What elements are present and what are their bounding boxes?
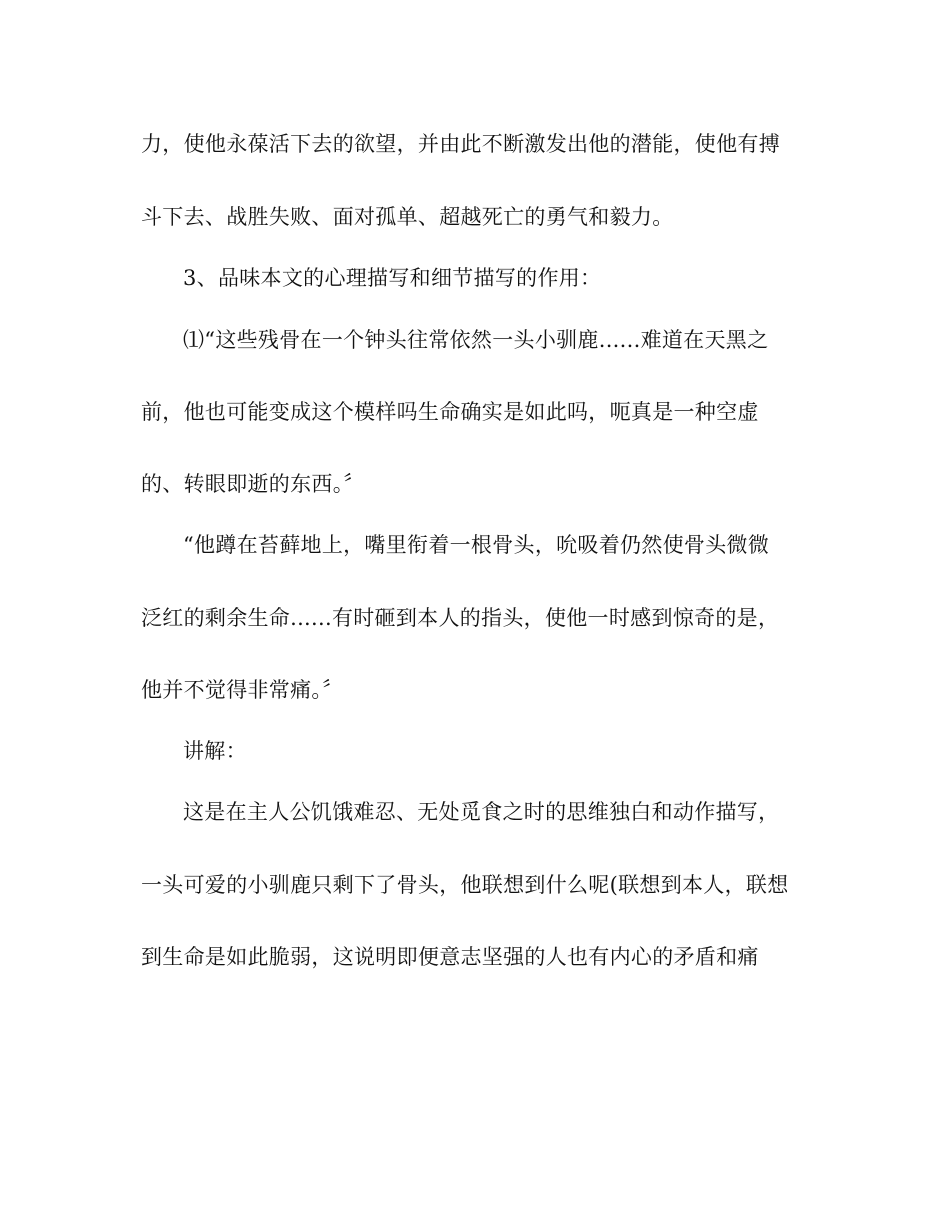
text-line: 斗下去、战胜失败、面对孤单、超越死亡的勇气和毅力。	[141, 205, 674, 229]
explanation-heading: 讲解：	[183, 739, 247, 763]
text-line: 前，他也可能变成这个模样吗生命确实是如此吗，呃真是一种空虚	[141, 400, 759, 424]
text-line: ⑴“这些残骨在一个钟头往常依然一头小驯鹿......难道在天黑之	[183, 328, 769, 352]
text-line: 到生命是如此脆弱，这说明即便意志坚强的人也有内心的矛盾和痛	[141, 945, 759, 969]
text-line: 他并不觉得非常痛。〞	[141, 678, 344, 702]
text-line: 泛红的剩余生命......有时砸到本人的指头，使他一时感到惊奇的是，	[141, 606, 780, 630]
text-line: 的、转眼即逝的东西。〞	[141, 472, 365, 496]
text-line: 这是在主人公饥饿难忍、无处觅食之时的思维独白和动作描写，	[183, 800, 780, 824]
text-line: 一头可爱的小驯鹿只剩下了骨头，他联想到什么呢(联想到本人，联想	[141, 873, 789, 897]
text-line: 力，使他永葆活下去的欲望，并由此不断激发出他的潜能，使他有搏	[141, 132, 780, 156]
text-line: “他蹲在苔藓地上，嘴里衔着一根骨头，吮吸着仍然使骨头微微	[183, 533, 770, 557]
section-heading: 3、品味本文的心理描写和细节描写的作用：	[183, 266, 602, 290]
